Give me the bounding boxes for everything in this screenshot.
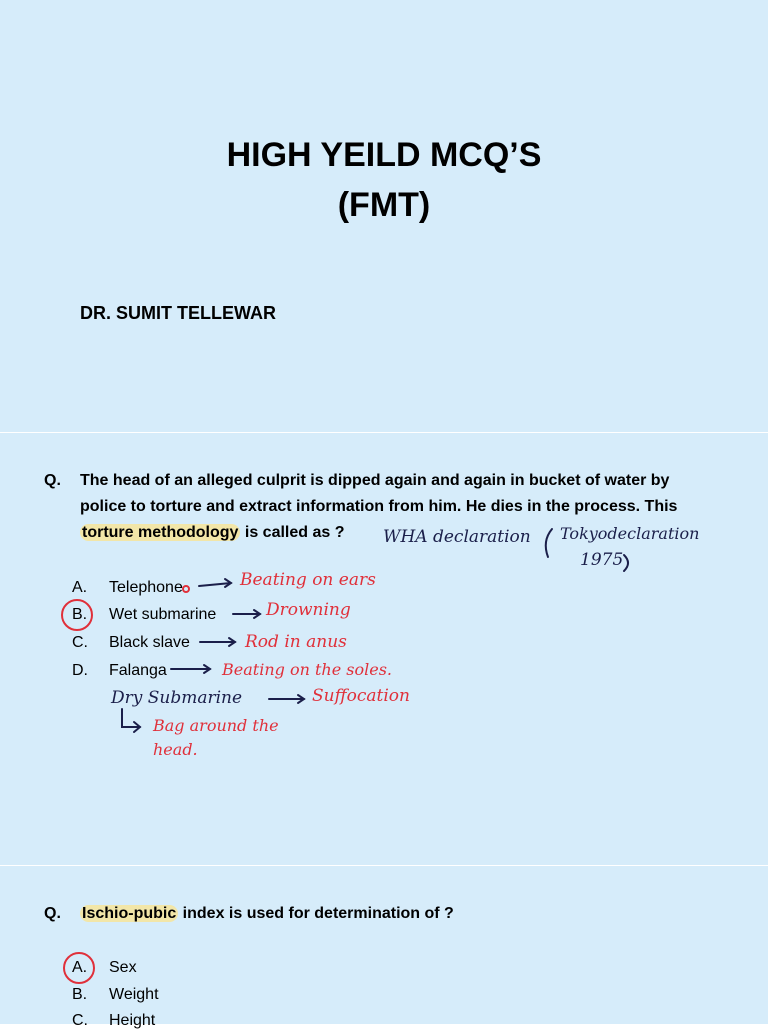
annotation-suffocation: Suffocation [312,686,410,706]
option-letter-a: A. [72,959,88,976]
annotation-tokyo: Tokyodeclaration [560,524,700,543]
option-letter-a: A. [72,579,88,596]
question-label: Q. [44,905,61,922]
option-text-c: Black slave [109,634,190,651]
option-letter-c: C. [72,634,88,651]
annotation-d: Beating on the soles. [222,660,392,679]
option-text-d: Falanga [109,662,167,679]
title-slide [0,0,768,432]
question-tail: index is used for determination of ? [178,905,454,922]
mark-a-icon [183,586,189,592]
option-text-c: Height [109,1012,156,1029]
question-slide-1 [0,433,768,865]
annotation-c: Rod in anus [245,632,347,652]
option-letter-d: D. [72,662,88,679]
annotation-bag-line1: Bag around the [153,716,279,735]
slide-title-line1: HIGH YEILD MCQ’S [226,136,542,174]
option-letter-c: C. [72,1012,88,1029]
annotation-bag-line2: head. [153,740,198,759]
annotation-a: Beating on ears [240,570,376,590]
question-tail: is called as ? [240,524,345,541]
annotation-wha: WHA declaration [383,527,531,547]
question-line2: police to torture and extract information from him. He dies in the process. This [80,498,678,515]
question-line1: The head of an alleged culprit is dipped again and again in bucket of water by [80,472,670,489]
annotation-dry-submarine: Dry Submarine [111,688,243,708]
bracket-close-icon [624,555,628,571]
option-letter-b: B. [72,986,88,1003]
option-text-b: Weight [109,986,159,1003]
annotation-year: 1975 [580,550,624,570]
option-text-b: Wet submarine [109,606,217,623]
question-slide-2 [0,866,768,1029]
hook-arrow-icon [122,709,140,727]
slide-title-line2: (FMT) [337,186,431,224]
author-name: DR. SUMIT TELLEWAR [80,303,276,323]
question-label: Q. [44,472,61,489]
arrow-a-icon [199,583,231,586]
question-highlight: torture methodology [82,524,239,541]
option-text-a: Telephone [109,579,183,596]
annotation-b: Drowning [266,600,351,620]
question-highlight: Ischio-pubic [82,905,177,922]
option-text-a: Sex [109,959,137,976]
question-text [80,901,740,927]
option-letter-b: B. [72,606,88,623]
